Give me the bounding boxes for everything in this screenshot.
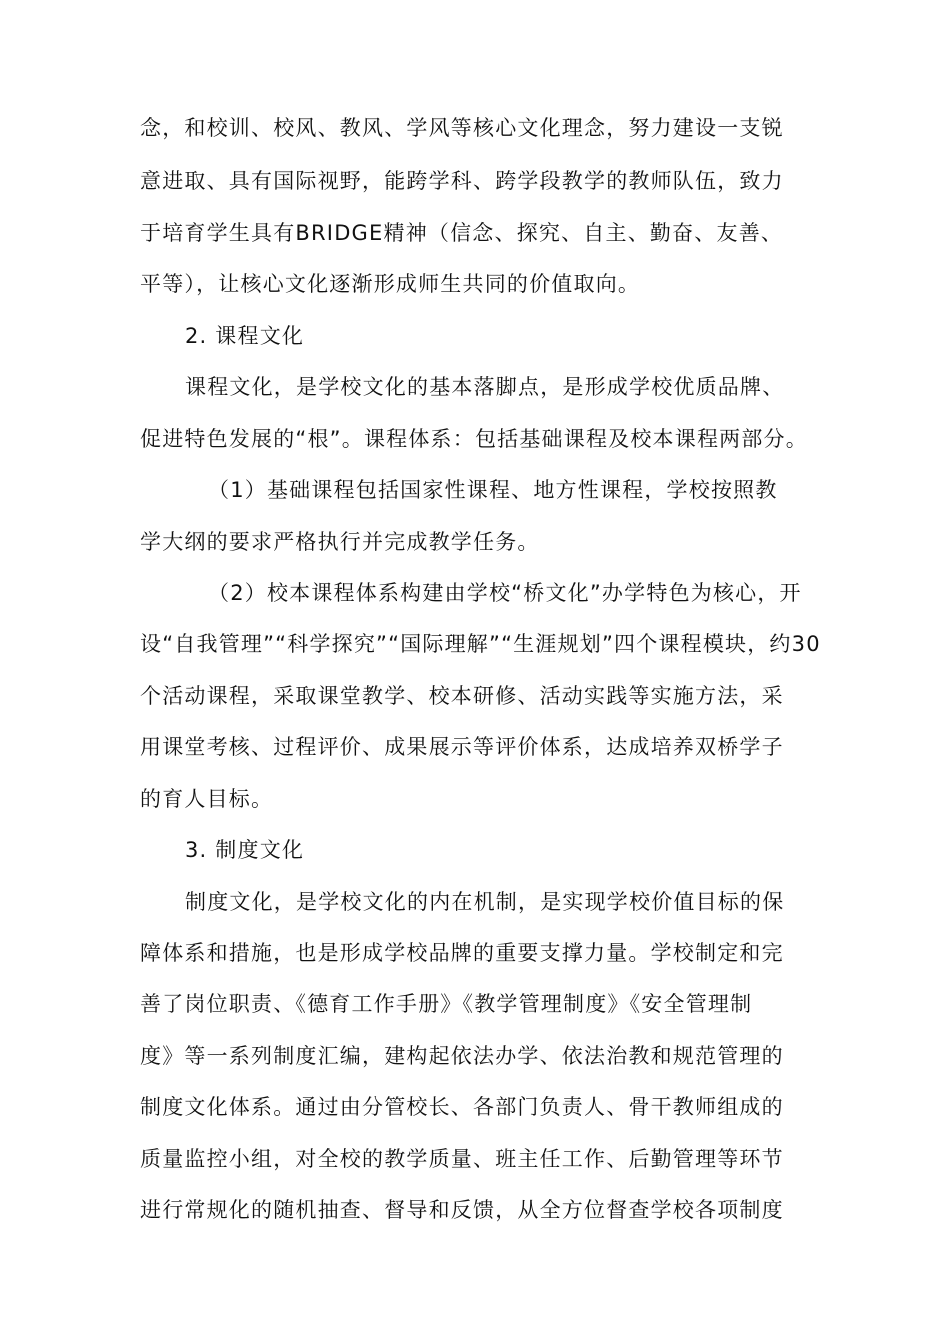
text-line: 个活动课程，采取课堂教学、校本研修、活动实践等实施方法，采 bbox=[140, 684, 784, 708]
text-line: 于培育学生具有BRIDGE精神（信念、探究、自主、勤奋、友善、 bbox=[140, 221, 784, 245]
text-line: 念，和校训、校风、教风、学风等核心文化理念，努力建设一支锐 bbox=[140, 116, 784, 140]
text-line: 课程文化，是学校文化的基本落脚点，是形成学校优质品牌、 bbox=[185, 375, 785, 399]
text-line: 度》等一系列制度汇编，建构起依法办学、依法治教和规范管理的 bbox=[140, 1044, 784, 1068]
text-line: 制度文化，是学校文化的内在机制，是实现学校价值目标的保 bbox=[185, 890, 785, 914]
text-line: 学大纲的要求严格执行并完成教学任务。 bbox=[140, 530, 540, 554]
text-line: 善了岗位职责、《德育工作手册》《教学管理制度》《安全管理制 bbox=[140, 992, 753, 1016]
section-heading: 2. 课程文化 bbox=[185, 324, 305, 348]
text-line: 设“自我管理”“科学探究”“国际理解”“生涯规划”四个课程模块，约30 bbox=[140, 632, 821, 656]
text-line: 进行常规化的随机抽查、督导和反馈，从全方位督查学校各项制度 bbox=[140, 1198, 784, 1222]
text-line: 促进特色发展的“根”。课程体系：包括基础课程及校本课程两部分。 bbox=[140, 427, 808, 451]
text-line: 制度文化体系。通过由分管校长、各部门负责人、骨干教师组成的 bbox=[140, 1095, 784, 1119]
text-line: 用课堂考核、过程评价、成果展示等评价体系，达成培养双桥学子 bbox=[140, 735, 784, 759]
text-line: （1）基础课程包括国家性课程、地方性课程，学校按照教 bbox=[208, 478, 778, 502]
text-line: 的育人目标。 bbox=[140, 787, 274, 811]
section-heading: 3. 制度文化 bbox=[185, 838, 305, 862]
text-line: 质量监控小组，对全校的教学质量、班主任工作、后勤管理等环节 bbox=[140, 1147, 784, 1171]
text-line: 障体系和措施，也是形成学校品牌的重要支撑力量。学校制定和完 bbox=[140, 941, 784, 965]
text-line: 平等），让核心文化逐渐形成师生共同的价值取向。 bbox=[140, 272, 641, 296]
text-line: （2）校本课程体系构建由学校“桥文化”办学特色为核心，开 bbox=[208, 581, 802, 605]
text-line: 意进取、具有国际视野，能跨学科、跨学段教学的教师队伍，致力 bbox=[140, 169, 784, 193]
